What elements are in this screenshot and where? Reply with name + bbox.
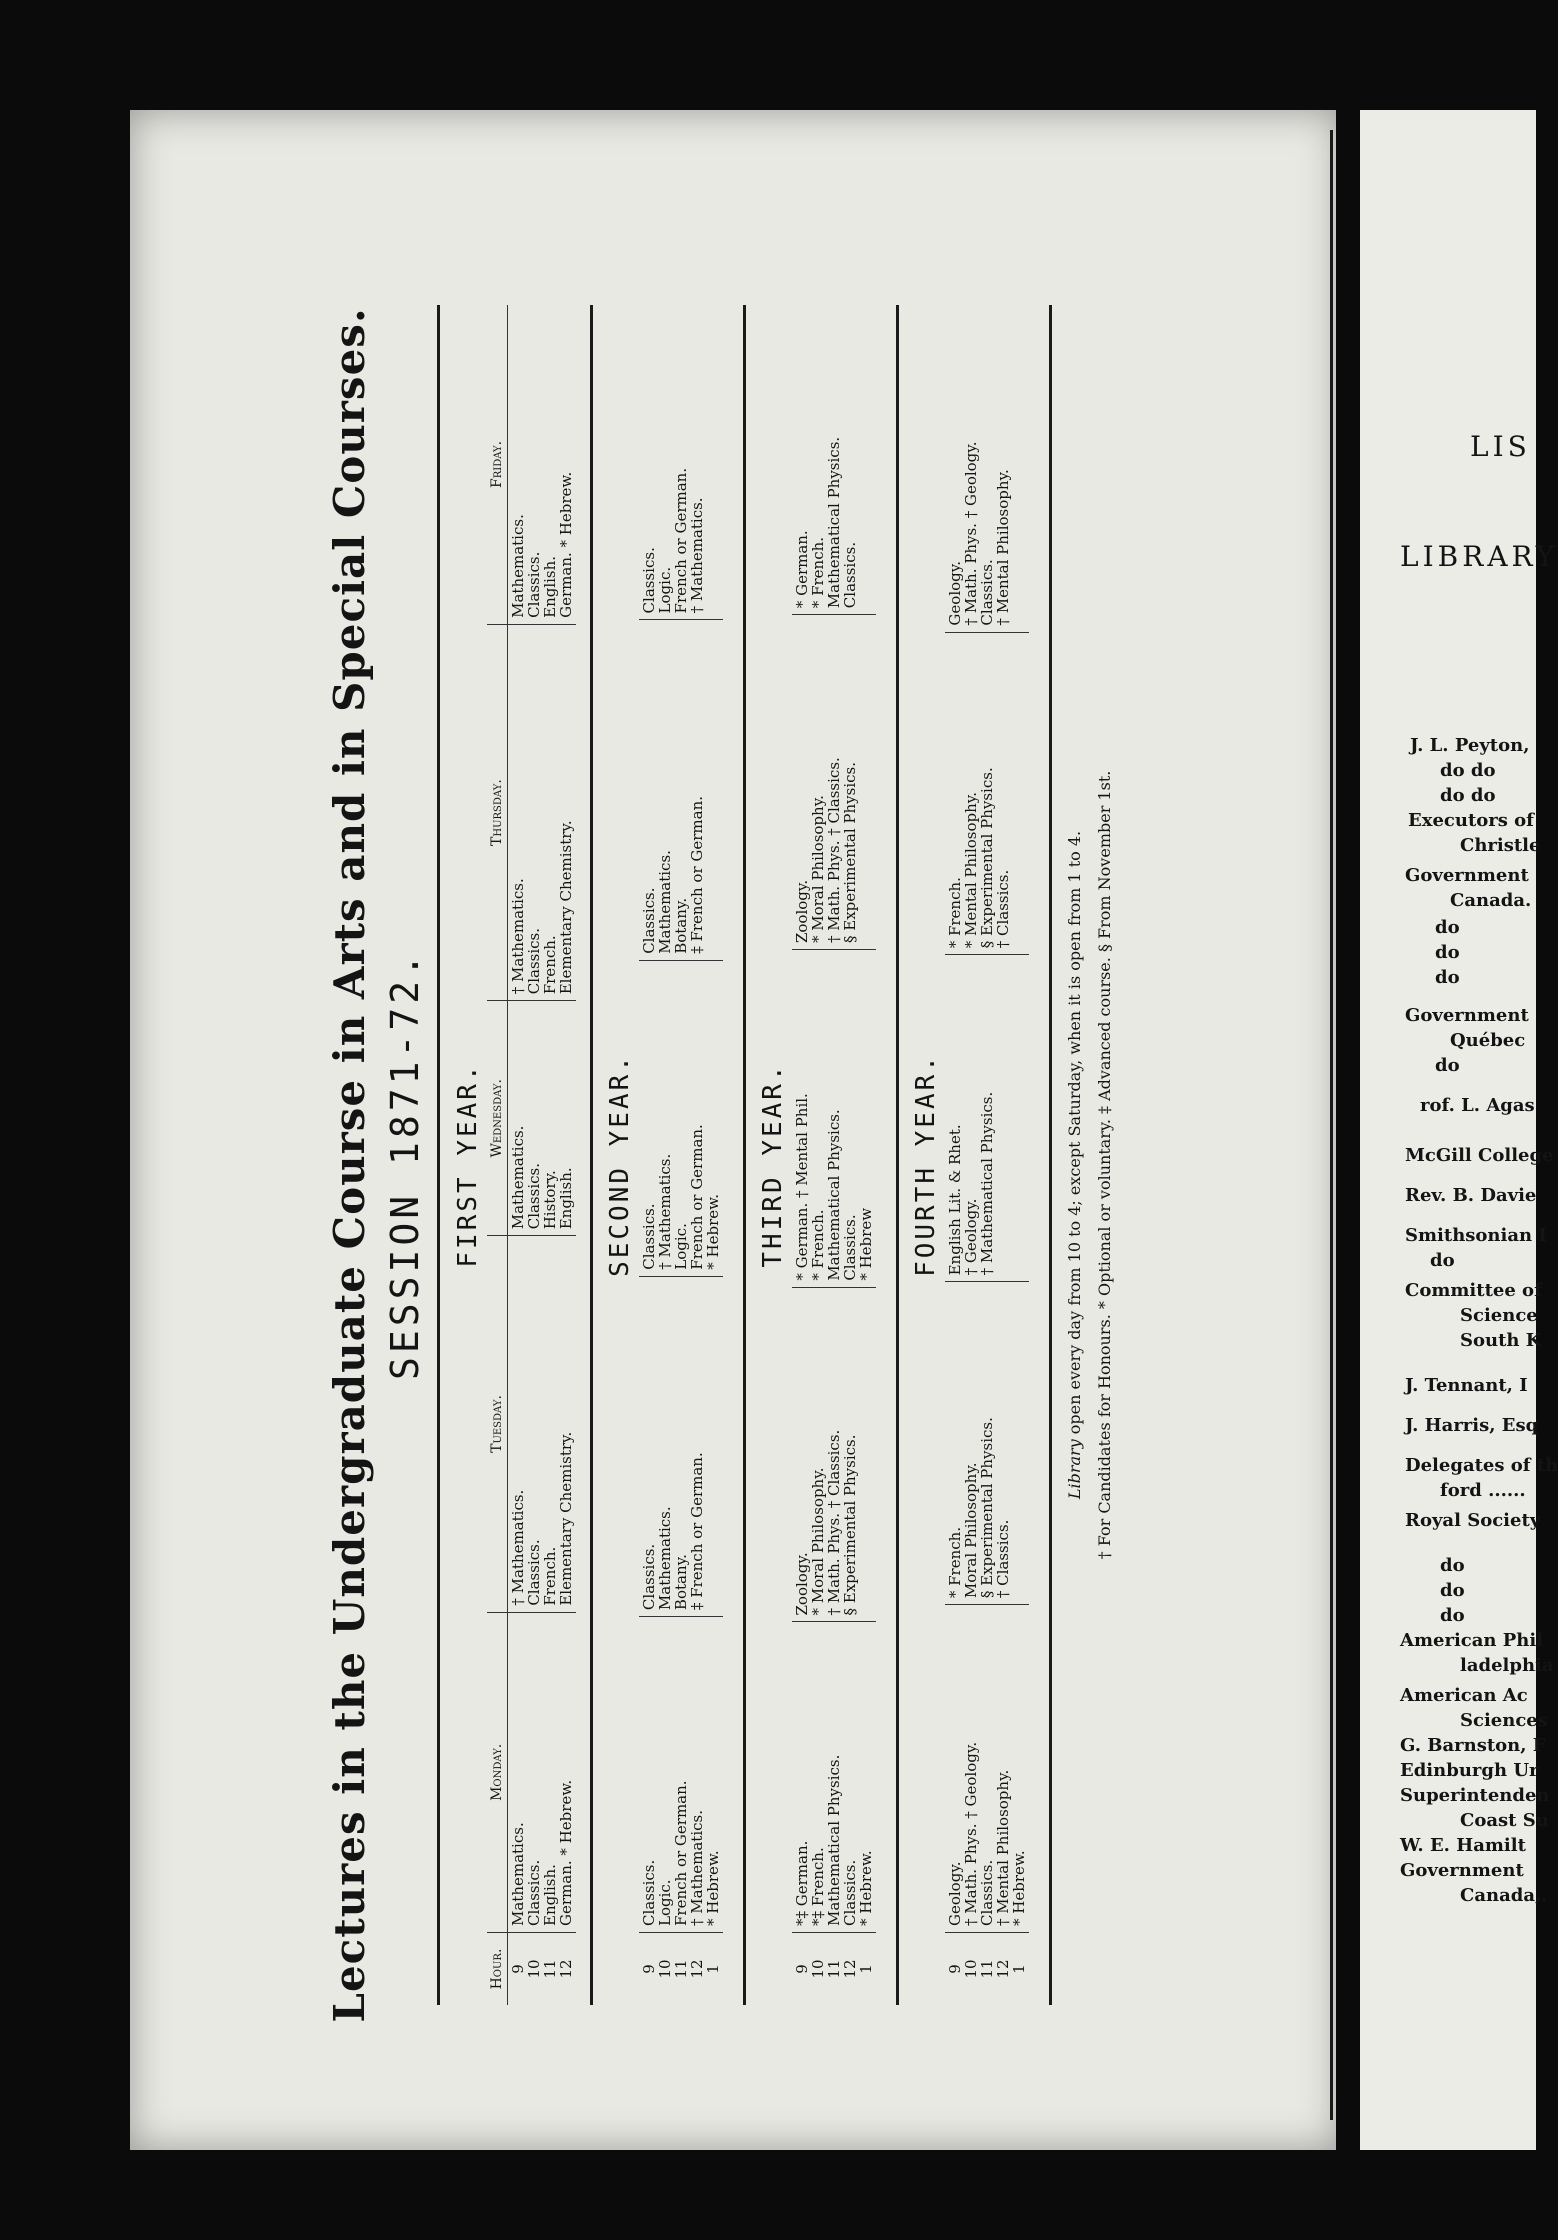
table-cell: Classics. Mathematics. Botany. ‡ French or German.: [639, 620, 723, 960]
facing-list-item: Superintenden: [1400, 1785, 1550, 1806]
facing-list-item: do: [1440, 1605, 1465, 1626]
table-cell: Mathematics. Classics. English. German. * Hebrew.: [508, 305, 577, 624]
rotated-timetable: [325, 285, 1185, 2045]
section-rule: [896, 305, 899, 2005]
hour-header: Hour.: [487, 1933, 508, 2006]
facing-list-item: J. Tennant, I: [1405, 1375, 1528, 1396]
table-cell: English Lit. & Rhet. † Geology. † Mathematical Physics.: [945, 955, 1029, 1282]
symbol-legend: † For Candidates for Honours. * Optional or voluntary. ‡ Advanced course. § From November 1st.: [1095, 770, 1114, 1560]
top-rule: [437, 305, 440, 2005]
facing-list-item: Science: [1460, 1305, 1538, 1326]
facing-list-item: do: [1440, 1580, 1465, 1601]
facing-list-item: G. Barnston, F: [1400, 1735, 1546, 1756]
facing-list-item: Government: [1405, 1005, 1529, 1026]
table-cell: † Mathematics. Classics. French. Elementary Chemistry.: [508, 624, 577, 1000]
facing-list-item: do: [1435, 942, 1460, 963]
facing-list-item: American Phil: [1400, 1630, 1544, 1651]
facing-list-item: Committee of: [1405, 1280, 1542, 1301]
table-cell: Zoology. * Moral Philosophy. † Math. Phys. † Classics. § Experimental Physics.: [792, 615, 876, 950]
table-cell: Geology. † Math. Phys. † Geology. Classics. † Mental Philosophy. * Hebrew.: [945, 1605, 1029, 1933]
facing-list-item: Rev. B. Davie: [1405, 1185, 1537, 1206]
facing-list-item: W. E. Hamilt: [1400, 1835, 1526, 1856]
timetable-third-year: [792, 305, 876, 2005]
facing-list-item: Sciences: [1460, 1710, 1548, 1731]
facing-list-item: American Ac: [1400, 1685, 1528, 1706]
table-cell: * French. Moral Philosophy. § Experimental Physics. † Classics.: [945, 1282, 1029, 1605]
timetable-second-year: [639, 305, 723, 2005]
table-cell: Geology. † Math. Phys. † Geology. Classics. † Mental Philosophy.: [945, 305, 1029, 632]
facing-list-item: do do: [1440, 785, 1496, 806]
hour-cell: 9 10 11 12 1: [793, 1959, 875, 1979]
table-cell: * French. * Mental Philosophy. § Experimental Physics. † Classics.: [945, 632, 1029, 955]
year-heading-second: SECOND YEAR.: [605, 1053, 635, 1277]
table-cell: Classics. Logic. French or German. † Mathematics.: [639, 305, 723, 620]
facing-list-item: rof. L. Agas: [1420, 1095, 1535, 1116]
timetable-first-year: [487, 305, 576, 2005]
facing-list-item: Smithsonian I: [1405, 1225, 1547, 1246]
library-hours-note: [1065, 285, 1084, 2045]
facing-list-item: do: [1440, 1555, 1465, 1576]
day-header-thursday: Thursday.: [487, 624, 508, 1000]
facing-heading-1: LIS: [1470, 430, 1531, 463]
hour-cell: 9 10 11 12 1: [946, 1959, 1028, 1979]
facing-list-item: McGill College: [1405, 1145, 1554, 1166]
table-cell: Classics. Mathematics. Botany. ‡ French or German.: [639, 1276, 723, 1616]
facing-list-item: do: [1435, 1055, 1460, 1076]
table-cell: Mathematics. Classics. History. English.: [508, 1001, 577, 1236]
table-cell: Zoology. * Moral Philosophy. † Math. Phys. † Classics. § Experimental Physics.: [792, 1287, 876, 1622]
library-hours-text: open every day from 10 to 4; except Saturday, when it is open from 1 to 4.: [1065, 830, 1084, 1440]
facing-list-item: Delegates of th: [1405, 1455, 1558, 1476]
day-header-monday: Monday.: [487, 1612, 508, 1932]
table-cell: Classics. † Mathematics. Logic. French or German. * Hebrew.: [639, 960, 723, 1276]
facing-list-item: Government: [1405, 865, 1529, 886]
year-heading-first: FIRST YEAR.: [453, 1062, 483, 1268]
facing-list-item: Christle: [1460, 835, 1541, 856]
hour-cell: 9 10 11 12: [509, 1959, 575, 1979]
table-cell: Classics. Logic. French or German. † Mathematics. * Hebrew.: [639, 1617, 723, 1933]
year-heading-third: THIRD YEAR.: [758, 1062, 788, 1268]
facing-list-item: Edinburgh Ur: [1400, 1760, 1539, 1781]
facing-list-item: Executors of: [1408, 810, 1534, 831]
session-label: SESSION 1871-72.: [383, 949, 427, 1381]
day-header-friday: Friday.: [487, 305, 508, 624]
facing-list-item: do do: [1440, 760, 1496, 781]
facing-list-item: J. L. Peyton,: [1410, 735, 1530, 756]
table-cell: Mathematics. Classics. English. German. * Hebrew.: [508, 1612, 577, 1932]
table-row: [945, 305, 1029, 2005]
page-edge-rule: [1330, 130, 1333, 2120]
table-row: [792, 305, 876, 2005]
facing-list-item: do: [1435, 967, 1460, 988]
facing-list-item: do: [1430, 1250, 1455, 1271]
facing-list-item: Canada,.: [1460, 1885, 1548, 1906]
page-gutter: [1336, 110, 1360, 2150]
day-header-wednesday: Wednesday.: [487, 1001, 508, 1236]
hour-cell: 9 10 11 12 1: [640, 1959, 722, 1979]
timetable-fourth-year: [945, 305, 1029, 2005]
facing-list-item: Coast Su: [1460, 1810, 1549, 1831]
library-word: Library: [1065, 1439, 1084, 1500]
facing-list-item: Royal Society: [1405, 1510, 1541, 1531]
facing-list-item: do: [1435, 917, 1460, 938]
table-cell: † Mathematics. Classics. French. Elementary Chemistry.: [508, 1236, 577, 1612]
facing-list-item: South K: [1460, 1330, 1542, 1351]
table-row: [639, 305, 723, 2005]
table-row: [508, 305, 577, 2005]
facing-page: [1360, 110, 1558, 2150]
facing-list-item: Government: [1400, 1860, 1524, 1881]
section-rule: [590, 305, 593, 2005]
facing-heading-2: LIBRARY: [1400, 540, 1558, 573]
table-cell: * German. † Mental Phil. * French. Mathematical Physics. Classics. * Hebrew: [792, 950, 876, 1288]
facing-list-item: Canada.: [1450, 890, 1532, 911]
table-cell: * German. * French. Mathematical Physics. Classics.: [792, 305, 876, 615]
table-cell: *‡ German. *‡ French. Mathematical Physics. Classics. * Hebrew.: [792, 1622, 876, 1933]
year-heading-fourth: FOURTH YEAR.: [911, 1053, 941, 1277]
section-rule: [743, 305, 746, 2005]
facing-list-item: J. Harris, Esq: [1405, 1415, 1539, 1436]
facing-list-item: ford ......: [1440, 1480, 1526, 1501]
facing-list-item: ladelphia: [1460, 1655, 1554, 1676]
day-header-tuesday: Tuesday.: [487, 1236, 508, 1612]
facing-list-item: Québec: [1450, 1030, 1526, 1051]
bottom-rule: [1049, 305, 1052, 2005]
document-title: Lectures in the Undergraduate Course in Arts and in Special Courses.: [325, 307, 374, 2023]
